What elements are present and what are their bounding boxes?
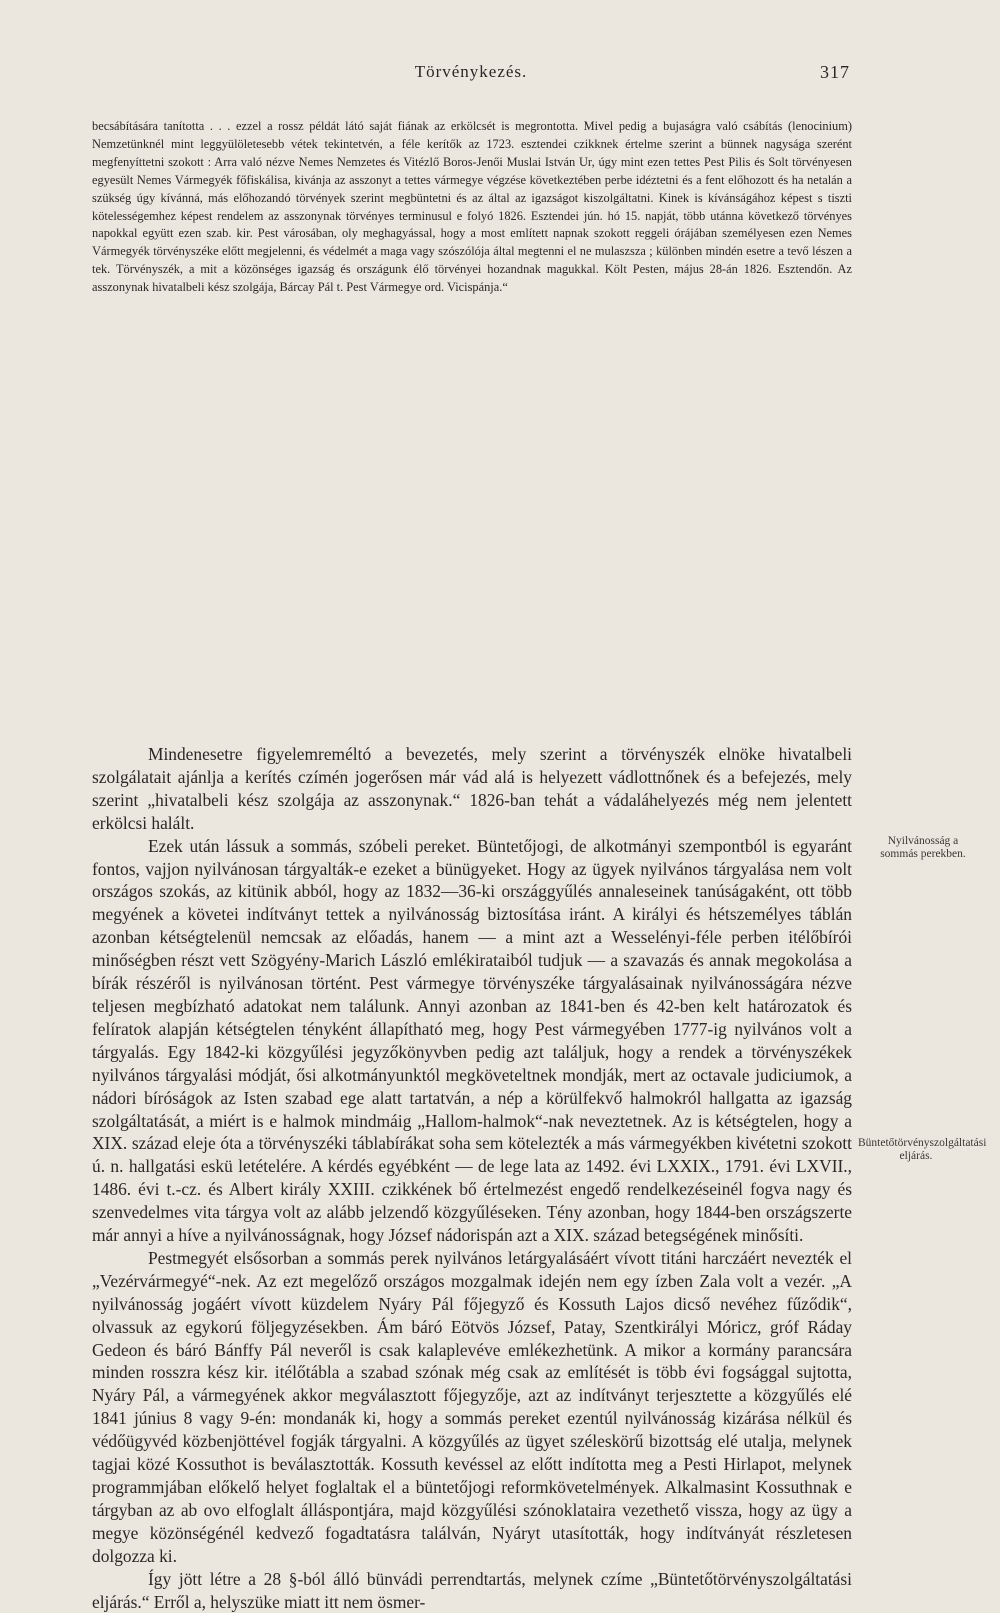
margin-note-criminal-procedure: Büntetőtörvényszolgáltatási eljárás. (858, 1137, 987, 1162)
main-body-text (92, 743, 852, 1613)
paragraph: Ezek után lássuk a sommás, szóbeli pereket. Büntetőjogi, de alkotmányi szempontból is egyaránt fontos, vajjon nyilvánosan tárgyalták-e ezeket a bünügyeket. Hogy az ügyek nyilvános tárgyalása nem volt országos szokás, az kitünik abból, hogy az 1832—36-ki országgyűlés annaleseinek tanúságaként, ott több megyének a követei indítványt tettek a nyilvánosság biztosítása iránt. A királyi és hétszemélyes táblán azonban kétségtelenül nemcsak az előadás, hanem — a mint azt a Wesselényi-féle perben itélőbírói minőségben részt vett Szögyény-Marich László emlékirataiból tudjuk — a szavazás és annak megokolása a bírák részéről is nyilvánosan történt. Pest vármegye törvényszéke tárgyalásainak nyilvánosságára nézve teljesen megbízható adatokat nem találunk. Annyi azonban az 1841-ben és 42-ben kelt határozatok és felíratok alapján kétségtelen tényként állapítható meg, hogy Pest vármegyében 1777-ig nyilvános volt a tárgyalás. Egy 1842-ki közgyűlési jegyzőkönyvben pedig azt találjuk, hogy a rendek a törvényszékek nyilvános tárgyalási módját, ősi alkotmányunktól megköveteltnek mondják, mert az octavale judiciumok, a nádori bíróságok az Isten szabad ege alatt tartatván, a nép a körülfekvő halmokról hallgatta az igazság szolgáltatását, a miért is e halmok mindmáig „Hallom-halmok“-nak neveztetnek. Az is kétségtelen, hogy a XIX. század eleje óta a törvényszéki táblabírákat soha sem kötelezték a más vármegyékben kivétetni szokott ú. n. hallgatási eskü letételére. A kérdés egyébként — de lege lata az 1492. évi LXXIX., 1791. évi LXVII., 1486. évi t.-cz. és Albert király XXIII. czikkének bő értelmezést engedő rendelkezéseinél fogva nagy és szenvedelmes vita tárgya volt az alább jelzendő közgyűléseken. Tény azonban, hogy 1844-ben országszerte már annyi a híve a nyilvánosságnak, hogy József nádorispán azt a XIX. század betegségének minősíti. (92, 835, 852, 1246)
paragraph: Mindenesetre figyelemreméltó a bevezetés, mely szerint a törvényszék elnöke hivatalbeli szolgálatait ajánlja a kerítés czímén jogerősen már vád alá is helyezett vádlottnőnek és a befejezés, mely szerint „hivatalbeli kész szolgája az asszonynak.“ 1826-ban tehát a vádaláhelyezés még nem jelentett erkölcsi halált. (92, 744, 852, 833)
page-header (92, 62, 850, 92)
paragraph: Pestmegyét elsősorban a sommás perek nyilvános letárgyalásáért vívott titáni harczáért nevezték el „Vezérvármegyé“-nek. Az ezt megelőző országos mozgalmak idején nem egy ízben Zala volt a vezér. „A nyilvánosság jogáért vívott küzdelem Nyáry Pál főjegyző és Kossuth Lajos dicső nevéhez fűződik“, olvassuk az egykorú följegyzésekben. Ám báró Eötvös József, Patay, Szentkirályi Móricz, gróf Ráday Gedeon és báró Bánffy Pál neveről is csak kalaplevéve emlékezhetünk. A mikor a kormány parancsára minden rosszra kész kir. itélőtábla a szabad szónak még csak az említését is több évi fogsággal sujtotta, Nyáry Pál, a vármegyének akkor megválasztott főjegyzője, azt az indítványt terjesztette a közgyűlés elé 1841 június 8 vagy 9-én: mondanák ki, hogy a sommás pereket ezentúl nyilvánosság kizárása nélkül és védőügyvéd közbenjöttével fogják tárgyalni. A közgyűlés az ügyet széleskörű bizottság elé utalja, melynek tagjai közé Kossuthot is beválasztották. Kossuth kevéssel az előtt indította meg a Pesti Hirlapot, melynek programmjában előkelő helyet foglaltak el a büntetőjogi reformkövetelmények. Alkalmasint Kossuthnak e tárgyban az ab ovo elfoglalt álláspontjára, majd közgyűlési szónoklataira vezethető vissza, hogy az ügy a megye közönségénél kedvező fogadtatásra találván, Nyáryt utasították, hogy indítványát részletesen dolgozza ki. (92, 1247, 852, 1566)
paragraph: Így jött létre a 28 §-ból álló bünvádi perrendtartás, melynek czíme „Büntetőtörvényszolgáltatási eljárás.“ Erről a, helyszüke miatt itt nem ösmer- (92, 1568, 852, 1612)
running-head: Törvénykezés. (414, 62, 528, 81)
quoted-document-excerpt: becsábítására tanította . . . ezzel a rossz példát látó saját fiának az erkölcsét is megrontotta. Mivel pedig a bujaságra való csábítás (lenocinium) Nemzetünknél mint leggyülöletesebb vétek tekintetvén, a féle kerítők az 1723. esztendei czikknek értelme szerint a bünnek nagysága szerént megfenyíttetni szokott : Arra való nézve Nemes Nemzetes és Vitézlő Boros-Jenői Muslai István Ur, úgy mint ezen tettes Pest Pilis és Solt törvényesen egyesült Nemes Vármegyék főfiskálisa, kivánja az asszonyt a tettes vármegye végzése következtében perbe idéztetni és a fent előhozott és ha netalán a szükség úgy kívánná, más előhozandó törvények szerint megbüntetni és az által az igazságot kiszolgáltatni. Kinek is kívánságához képest s tiszti kötelességemhez képest rendelem az asszonynak törvényes terminusul e folyó 1826. Esztendei jún. hó 15. napját, több utánna következő törvényes napokkal együtt ezen szab. kir. Pest városában, oly meghagyással, hogy a most említett napnak szokott reggeli órájában személyesen ezen Nemes Vármegyék törvényszéke előtt megjelenni, és védelmét a maga vagy szószólója által megtenni el ne mulaszsza ; különben mindén esetre a tevő lészen a tek. Törvényszék, a mit a közönséges igazság és országunk élő törvényei hozandnak magukkal. Költ Pesten, május 28-án 1826. Esztendőn. Az asszonynak hivatalbeli kész szolgája, Bárcay Pál t. Pest Vármegye ord. Vicispánja.“ (92, 119, 852, 295)
page-number: 317 (820, 62, 850, 82)
margin-note-public-trials: Nyilvánosság a sommás perekben. (880, 835, 966, 860)
